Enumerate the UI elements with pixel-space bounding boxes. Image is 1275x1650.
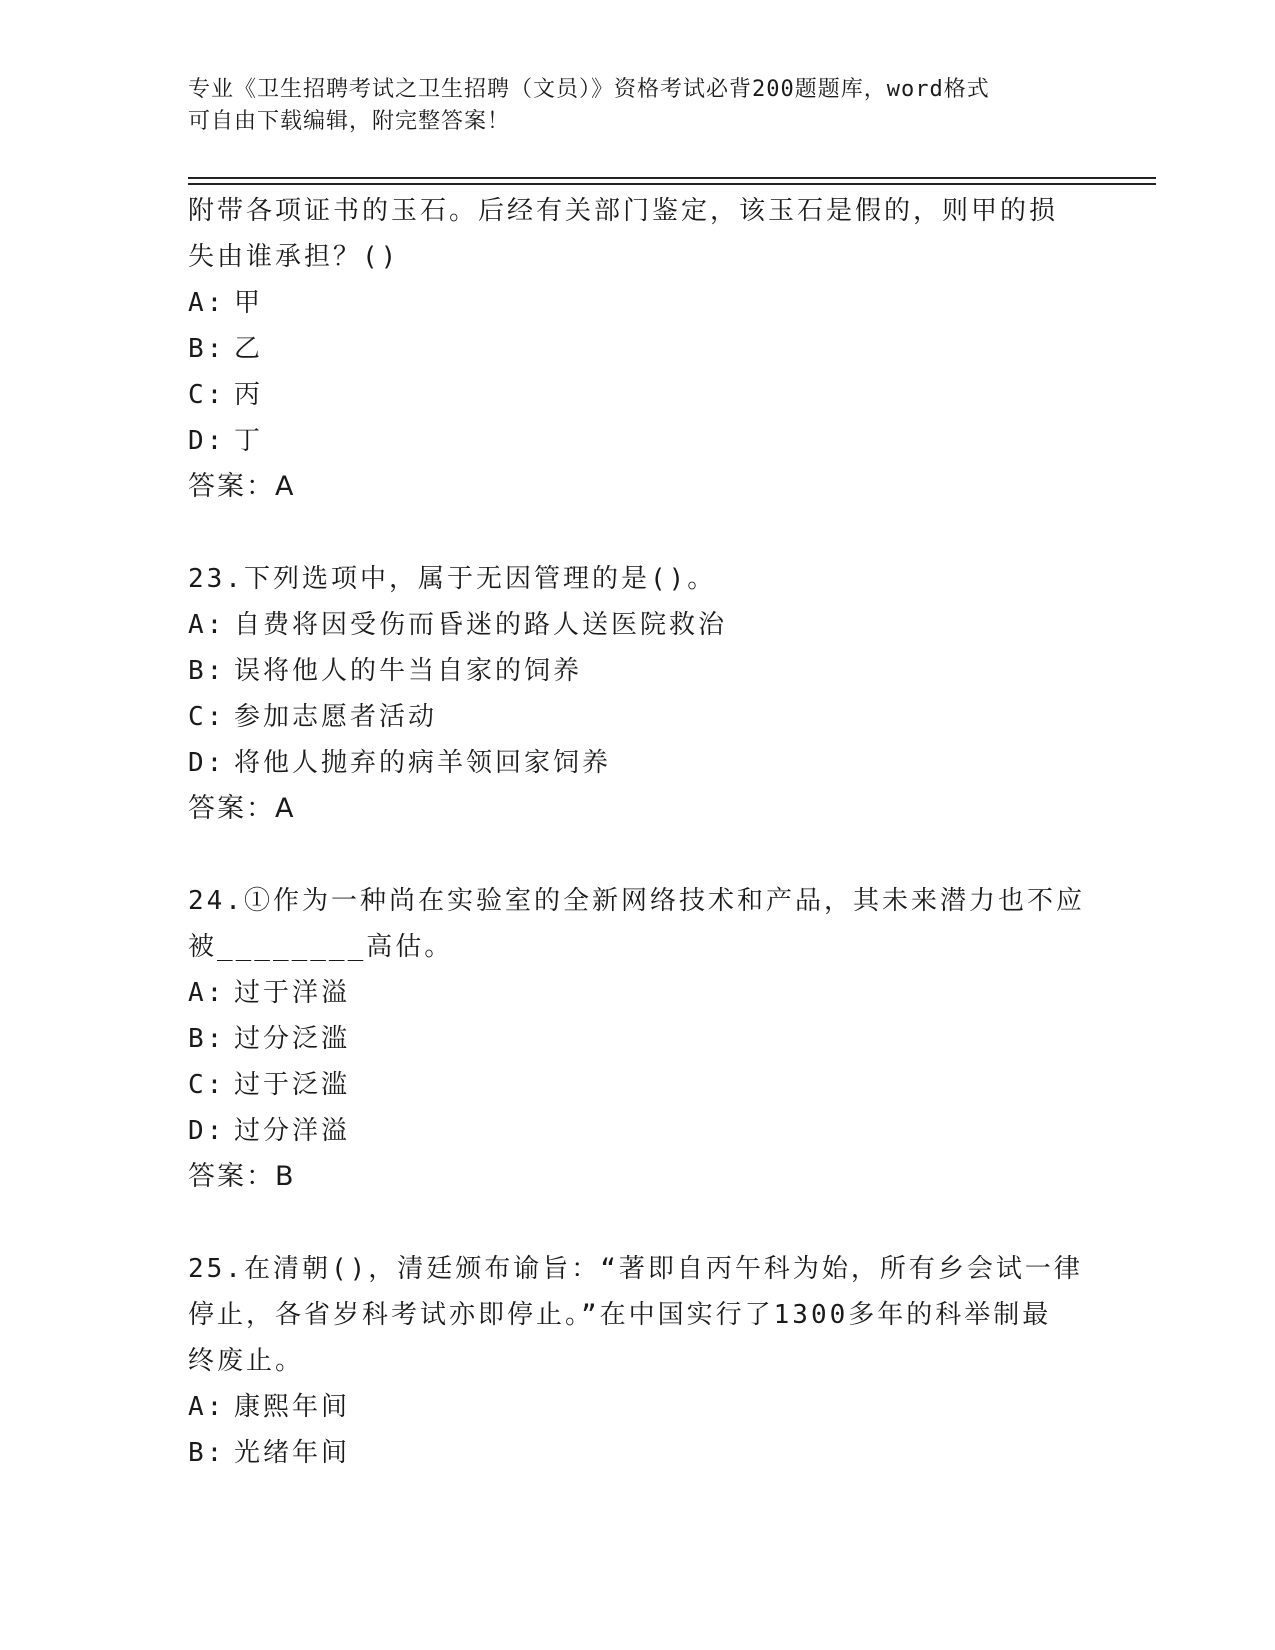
- option-key: B:: [188, 1438, 226, 1468]
- option-text: 自费将因受伤而昏迷的路人送医院救治: [234, 610, 728, 640]
- question-text-line: 失由谁承担？(): [188, 242, 400, 272]
- spacer: [188, 832, 1088, 878]
- option-key: A:: [188, 288, 226, 318]
- option-a: [188, 280, 1088, 326]
- answer-line: 答案：A: [188, 793, 296, 824]
- option-text: 甲: [234, 288, 264, 318]
- spacer: [188, 1200, 1088, 1246]
- option-key: B:: [188, 334, 226, 364]
- question-list: [188, 188, 1088, 1476]
- option-text: 乙: [234, 334, 264, 364]
- option-text: 参加志愿者活动: [234, 702, 438, 732]
- option-c: [188, 1062, 1088, 1108]
- header-title-line-1: 专业《卫生招聘考试之卫生招聘（文员）》资格考试必背200题题库，word格式: [188, 77, 990, 102]
- option-key: B:: [188, 1024, 226, 1054]
- option-text: 丙: [234, 380, 264, 410]
- question-text-line: 被________高估。: [188, 932, 454, 962]
- option-text: 过分洋溢: [234, 1116, 351, 1146]
- question-text-line: 停止，各省岁科考试亦即停止。”在中国实行了1300多年的科举制最: [188, 1300, 1052, 1330]
- option-key: B:: [188, 656, 226, 686]
- answer-line: 答案：A: [188, 471, 296, 502]
- option-text: 丁: [234, 426, 264, 456]
- question-text-line: 23.下列选项中，属于无因管理的是()。: [188, 564, 717, 594]
- option-key: A:: [188, 610, 226, 640]
- option-d: [188, 1108, 1088, 1154]
- option-key: A:: [188, 1392, 226, 1422]
- question-24: [188, 878, 1088, 1200]
- option-b: [188, 1430, 1088, 1476]
- question-25: [188, 1246, 1088, 1476]
- question-23: [188, 556, 1088, 832]
- question-text-line: 附带各项证书的玉石。后经有关部门鉴定，该玉石是假的，则甲的损: [188, 196, 1059, 226]
- option-a: [188, 602, 1088, 648]
- question-22: [188, 188, 1088, 510]
- option-key: C:: [188, 1070, 226, 1100]
- option-text: 误将他人的牛当自家的饲养: [234, 656, 583, 686]
- option-key: D:: [188, 748, 226, 778]
- option-key: D:: [188, 1116, 226, 1146]
- option-text: 过于洋溢: [234, 978, 351, 1008]
- option-a: [188, 970, 1088, 1016]
- option-b: [188, 1016, 1088, 1062]
- option-key: D:: [188, 426, 226, 456]
- option-key: A:: [188, 978, 226, 1008]
- option-text: 将他人抛弃的病羊领回家饲养: [234, 748, 612, 778]
- header-title-line-2: 可自由下载编辑，附完整答案！: [188, 109, 511, 134]
- header-divider-bottom: [188, 183, 1156, 185]
- document-header: [188, 74, 1068, 138]
- option-c: [188, 372, 1088, 418]
- option-key: C:: [188, 702, 226, 732]
- spacer: [188, 510, 1088, 556]
- question-text-line: 25.在清朝()，清廷颁布谕旨：“著即自丙午科为始，所有乡会试一律: [188, 1254, 1083, 1284]
- option-b: [188, 326, 1088, 372]
- answer-line: 答案：B: [188, 1161, 296, 1192]
- option-text: 过分泛滥: [234, 1024, 351, 1054]
- option-d: [188, 740, 1088, 786]
- option-text: 过于泛滥: [234, 1070, 351, 1100]
- question-text-line: 24.①作为一种尚在实验室的全新网络技术和产品，其未来潜力也不应: [188, 886, 1085, 916]
- option-text: 光绪年间: [234, 1438, 351, 1468]
- header-divider-top: [188, 177, 1156, 179]
- option-c: [188, 694, 1088, 740]
- option-b: [188, 648, 1088, 694]
- option-key: C:: [188, 380, 226, 410]
- question-text-line: 终废止。: [188, 1346, 305, 1376]
- option-text: 康熙年间: [234, 1392, 351, 1422]
- option-d: [188, 418, 1088, 464]
- option-a: [188, 1384, 1088, 1430]
